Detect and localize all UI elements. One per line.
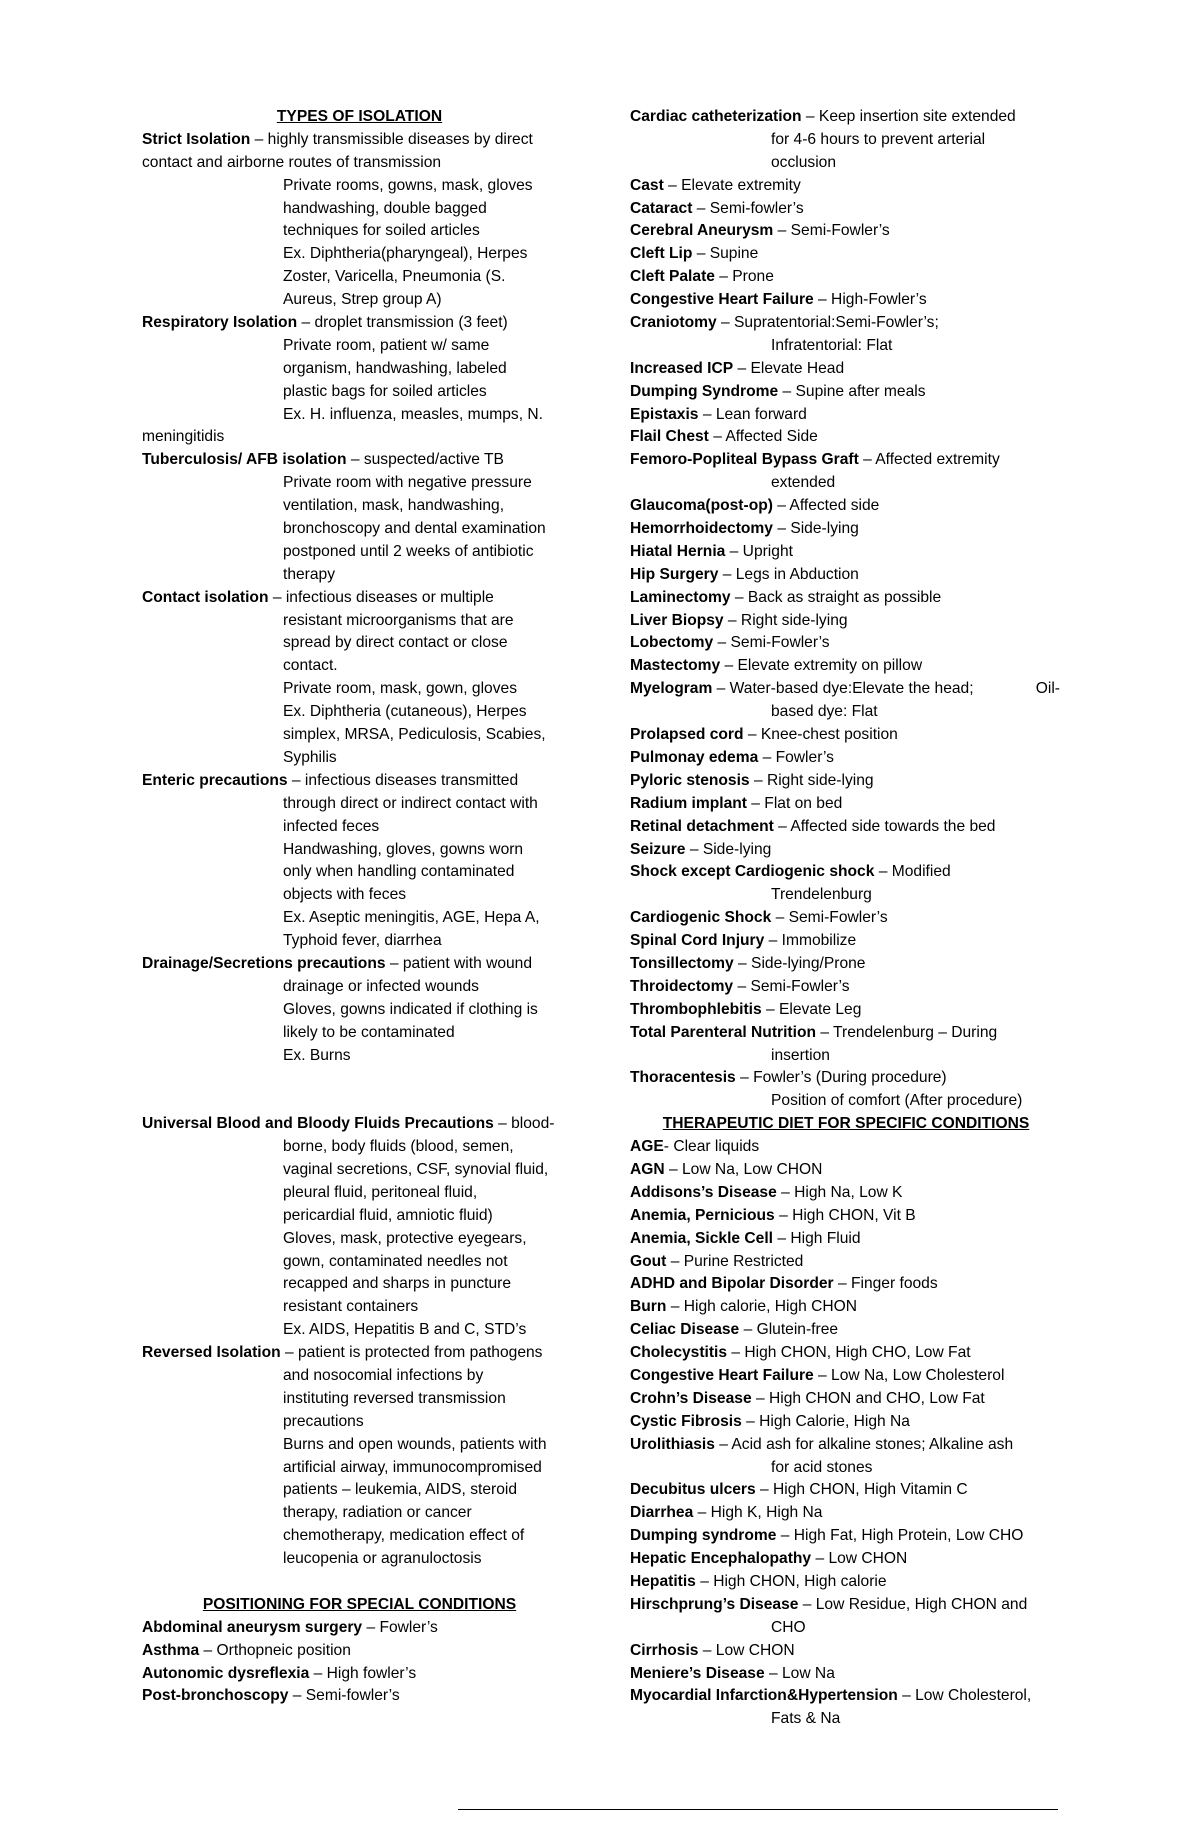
- entry-term: Cirrhosis: [630, 1641, 699, 1659]
- entry-term: Thoracentesis: [630, 1069, 736, 1087]
- entry-text: – Water-based dye:Elevate the head;: [712, 680, 974, 698]
- entry-text: – Affected extremity: [858, 451, 1000, 469]
- entry-line: [630, 1022, 1062, 1045]
- entry-term: Cystic Fibrosis: [630, 1412, 742, 1430]
- entry-text: – High CHON, High calorie: [695, 1573, 887, 1590]
- left-column: [142, 106, 577, 1708]
- entry-term: Increased ICP: [630, 359, 734, 377]
- entry-term: Hemorrhoidectomy: [630, 520, 773, 538]
- indented-line: Infratentorial: Flat: [771, 336, 893, 354]
- indented-line: Ex. Diphtheria(pharyngeal), Herpes: [283, 245, 528, 263]
- entry-term: Lobectomy: [630, 634, 714, 652]
- entry-line: [630, 930, 1062, 953]
- entry-text: – Affected side towards the bed: [773, 817, 996, 835]
- entry-line: [630, 106, 1062, 129]
- blank-line: [142, 1090, 577, 1113]
- entry-line: [630, 655, 1062, 678]
- indented-line: plastic bags for soiled articles: [283, 382, 487, 400]
- entry-term: Total Parenteral Nutrition: [630, 1023, 816, 1041]
- entry-term: Reversed Isolation: [142, 1344, 281, 1362]
- entry-text: – Supine after meals: [778, 382, 926, 400]
- entry-line: [630, 1136, 1062, 1159]
- entry-term: Autonomic dysreflexia: [142, 1664, 310, 1682]
- indented-line: recapped and sharps in puncture: [283, 1275, 511, 1293]
- entry-term: Congestive Heart Failure: [630, 291, 814, 309]
- indented-line: extended: [771, 474, 836, 492]
- entry-line: [142, 953, 577, 976]
- entry-text: – patient with wound: [385, 954, 533, 972]
- entry-term: Cerebral Aneurysm: [630, 222, 774, 240]
- entry-term: Shock except Cardiogenic shock: [630, 863, 875, 881]
- entry-line: [630, 1182, 1062, 1205]
- entry-text: – patient is protected from pathogens: [280, 1344, 543, 1362]
- entry-line: [142, 1663, 577, 1686]
- entry-text: – Affected Side: [708, 428, 818, 446]
- entry-line: [630, 907, 1062, 930]
- entry-line: [630, 1205, 1062, 1228]
- entry-line: [630, 1159, 1062, 1182]
- entry-line: [630, 816, 1062, 839]
- entry-term: Meniere’s Disease: [630, 1664, 765, 1682]
- entry-line: [630, 1525, 1062, 1548]
- entry-term: Myelogram: [630, 680, 713, 698]
- indented-line: Ex. Diphtheria (cutaneous), Herpes: [283, 703, 527, 721]
- entry-term: Abdominal aneurysm surgery: [142, 1618, 363, 1636]
- entry-text: – Glutein-free: [739, 1321, 839, 1339]
- entry-line: [630, 1273, 1062, 1296]
- entry-line: [630, 1434, 1062, 1457]
- indented-line: leucopenia or agranuloctosis: [283, 1550, 482, 1568]
- entry-term: Tonsillectomy: [630, 954, 734, 972]
- entry-text: – blood-: [493, 1115, 555, 1133]
- indented-line: organism, handwashing, labeled: [283, 359, 507, 377]
- blank-line: [142, 1571, 577, 1594]
- indented-line: based dye: Flat: [771, 703, 878, 721]
- indented-line: Ex. Burns: [283, 1046, 351, 1064]
- indented-line: simplex, MRSA, Pediculosis, Scabies,: [283, 726, 546, 744]
- entry-line: [630, 839, 1062, 862]
- entry-text: – Elevate extremity: [663, 176, 801, 194]
- entry-line: [630, 404, 1062, 427]
- entry-term: Myocardial Infarction&Hypertension: [630, 1687, 898, 1705]
- entry-line: [630, 747, 1062, 770]
- entry-line: [630, 358, 1062, 381]
- entry-line: [630, 1388, 1062, 1411]
- entry-text: – droplet transmission (3 feet): [297, 314, 508, 332]
- indented-line: postponed until 2 weeks of antibiotic: [283, 542, 534, 560]
- entry-term: Urolithiasis: [630, 1435, 715, 1453]
- entry-text: – Side-lying: [772, 520, 859, 538]
- entry-term: Mastectomy: [630, 657, 721, 675]
- indented-line: borne, body fluids (blood, semen,: [283, 1138, 514, 1156]
- indented-line: Syphilis: [283, 748, 337, 766]
- entry-line: [142, 1617, 577, 1640]
- entry-text: – Semi-fowler’s: [288, 1687, 400, 1705]
- entry-text: – Modified: [874, 863, 951, 881]
- indented-line: Gloves, gowns indicated if clothing is: [283, 1000, 538, 1018]
- entry-line: [142, 587, 577, 610]
- text-line: contact and airborne routes of transmission: [142, 153, 442, 171]
- entry-line: [630, 381, 1062, 404]
- entry-line: [630, 220, 1062, 243]
- indented-line: gown, contaminated needles not: [283, 1252, 508, 1270]
- entry-line: [630, 1365, 1062, 1388]
- entry-text: – Fowler’s: [362, 1618, 438, 1636]
- entry-text: – infectious diseases transmitted: [287, 771, 519, 789]
- indented-line: bronchoscopy and dental examination: [283, 520, 546, 538]
- indented-line: and nosocomial infections by: [283, 1366, 484, 1384]
- indented-line: spread by direct contact or close: [283, 634, 508, 652]
- entry-text: – Low CHON: [811, 1550, 908, 1568]
- indented-line: contact.: [283, 657, 338, 675]
- entry-line: [630, 770, 1062, 793]
- entry-text: – Fowler’s (During procedure): [735, 1069, 947, 1087]
- entry-line: [630, 1251, 1062, 1274]
- entry-line: [630, 1594, 1062, 1617]
- footer-rule: [458, 1809, 1058, 1810]
- entry-term: AGE: [630, 1138, 664, 1156]
- section-heading: THERAPEUTIC DIET FOR SPECIFIC CONDITIONS: [662, 1115, 1030, 1133]
- entry-term: Craniotomy: [630, 314, 717, 332]
- entry-term: Flail Chest: [630, 428, 709, 446]
- entry-term: Seizure: [630, 840, 686, 858]
- entry-line: [630, 1663, 1062, 1686]
- entry-text: – Supine: [692, 245, 759, 263]
- entry-term: Thrombophlebitis: [630, 1000, 762, 1018]
- indented-line: Private room, patient w/ same: [283, 336, 490, 354]
- indented-line: insertion: [771, 1046, 830, 1064]
- indented-line: Typhoid fever, diarrhea: [283, 932, 442, 950]
- entry-term: Cast: [630, 176, 664, 194]
- entry-line: [630, 1571, 1062, 1594]
- entry-line: [630, 793, 1062, 816]
- indented-line: Aureus, Strep group A): [283, 291, 442, 309]
- section-heading: TYPES OF ISOLATION: [276, 108, 443, 125]
- indented-line: Private room with negative pressure: [283, 474, 532, 492]
- entry-line: [142, 1342, 577, 1365]
- entry-term: Post-bronchoscopy: [142, 1687, 289, 1705]
- entry-text: – Right side-lying: [723, 611, 848, 629]
- entry-term: Anemia, Sickle Cell: [630, 1229, 774, 1247]
- indented-line: for 4-6 hours to prevent arterial: [771, 130, 986, 148]
- entry-text: – Acid ash for alkaline stones; Alkaline ash: [714, 1435, 1014, 1453]
- indented-line: Ex. AIDS, Hepatitis B and C, STD’s: [283, 1321, 527, 1339]
- entry-term: Liver Biopsy: [630, 611, 724, 629]
- entry-line: [630, 1296, 1062, 1319]
- entry-text: – Back as straight as possible: [730, 588, 942, 606]
- entry-term: Enteric precautions: [142, 771, 288, 789]
- entry-term: Congestive Heart Failure: [630, 1366, 814, 1384]
- entry-line: [630, 518, 1062, 541]
- indented-line: Ex. H. influenza, measles, mumps, N.: [283, 405, 543, 423]
- entry-text: – Flat on bed: [746, 794, 843, 812]
- entry-term: Hirschprung’s Disease: [630, 1595, 799, 1613]
- entry-line: [630, 289, 1062, 312]
- entry-text: – Prone: [714, 268, 774, 286]
- entry-line: [630, 175, 1062, 198]
- entry-term: Dumping Syndrome: [630, 382, 779, 400]
- entry-text: – Semi-Fowler’s: [773, 222, 890, 240]
- entry-line: [630, 266, 1062, 289]
- entry-line: [630, 312, 1062, 335]
- entry-text: – Fowler’s: [758, 748, 834, 766]
- entry-term: Tuberculosis/ AFB isolation: [142, 451, 347, 469]
- indented-line: instituting reversed transmission: [283, 1389, 506, 1407]
- entry-text: – High K, High Na: [693, 1504, 823, 1522]
- entry-term: Gout: [630, 1252, 667, 1270]
- entry-term: Hepatic Encephalopathy: [630, 1550, 812, 1568]
- entry-text: – Elevate Leg: [761, 1000, 862, 1018]
- entry-term: ADHD and Bipolar Disorder: [630, 1275, 834, 1293]
- entry-text: – Side-lying: [685, 840, 772, 858]
- entry-term: Pyloric stenosis: [630, 771, 750, 789]
- entry-term: Cardiogenic Shock: [630, 909, 772, 927]
- entry-text: – Legs in Abduction: [718, 565, 859, 583]
- indented-line: Position of comfort (After procedure): [771, 1092, 1023, 1110]
- entry-term: Diarrhea: [630, 1504, 694, 1522]
- entry-text: – Keep insertion site extended: [801, 108, 1016, 125]
- indented-line: Fats & Na: [771, 1710, 841, 1728]
- entry-line: [630, 1411, 1062, 1434]
- entry-line: [630, 861, 1062, 884]
- entry-text: – High CHON, High CHO, Low Fat: [727, 1344, 971, 1362]
- indented-line: infected feces: [283, 817, 380, 835]
- entry-line: [630, 1228, 1062, 1251]
- entry-text: – Elevate extremity on pillow: [720, 657, 923, 675]
- entry-text: – Low Cholesterol,: [897, 1687, 1032, 1705]
- entry-line: [142, 770, 577, 793]
- indented-line: precautions: [283, 1412, 364, 1430]
- entry-line: [630, 999, 1062, 1022]
- entry-text: – suspected/active TB: [346, 451, 504, 469]
- entry-line: [142, 312, 577, 335]
- entry-line: [630, 610, 1062, 633]
- blank-line: [142, 1067, 577, 1090]
- entry-text: – Semi-Fowler’s: [733, 977, 850, 995]
- entry-text: – Low CHON: [698, 1641, 795, 1659]
- entry-line: [630, 1502, 1062, 1525]
- entry-text: – High fowler’s: [309, 1664, 417, 1682]
- entry-text: – High CHON, High Vitamin C: [755, 1481, 968, 1499]
- entry-text: – Immobilize: [764, 932, 857, 950]
- entry-main: [630, 678, 974, 701]
- entry-text: – High CHON, Vit B: [774, 1206, 916, 1224]
- entry-term: Epistaxis: [630, 405, 699, 423]
- indented-line: therapy, radiation or cancer: [283, 1504, 472, 1522]
- indented-line: CHO: [771, 1618, 806, 1636]
- entry-text: – Low Na: [764, 1664, 835, 1682]
- entry-line: [142, 1113, 577, 1136]
- indented-line: techniques for soiled articles: [283, 222, 480, 240]
- indented-line: Ex. Aseptic meningitis, AGE, Hepa A,: [283, 909, 540, 927]
- entry-line: [630, 564, 1062, 587]
- entry-text: – Semi-Fowler’s: [713, 634, 830, 652]
- entry-term: Strict Isolation: [142, 130, 251, 148]
- entry-text: – infectious diseases or multiple: [268, 588, 494, 606]
- entry-term: Drainage/Secretions precautions: [142, 954, 386, 972]
- indented-line: vaginal secretions, CSF, synovial fluid,: [283, 1160, 549, 1178]
- entry-term: Radium implant: [630, 794, 747, 812]
- indented-line: resistant containers: [283, 1298, 419, 1316]
- indented-line: pericardial fluid, amniotic fluid): [283, 1206, 493, 1224]
- entry-term: Prolapsed cord: [630, 726, 744, 744]
- entry-text: - Clear liquids: [663, 1138, 760, 1156]
- entry-text: – Right side-lying: [749, 771, 874, 789]
- entry-text: – Supratentorial:Semi-Fowler’s;: [716, 314, 939, 332]
- indented-line: pleural fluid, peritoneal fluid,: [283, 1183, 478, 1201]
- entry-line: [630, 1640, 1062, 1663]
- entry-term: Cholecystitis: [630, 1344, 728, 1362]
- indented-line: Trendelenburg: [771, 886, 872, 904]
- entry-line: [630, 495, 1062, 518]
- entry-line: [630, 243, 1062, 266]
- entry-term: Crohn’s Disease: [630, 1389, 752, 1407]
- entry-term: Addisons’s Disease: [630, 1183, 777, 1201]
- indented-line: patients – leukemia, AIDS, steroid: [283, 1481, 518, 1499]
- entry-text: – Semi-fowler’s: [692, 199, 804, 217]
- entry-tail: Oil-: [1035, 680, 1060, 698]
- indented-line: Zoster, Varicella, Pneumonia (S.: [283, 268, 506, 286]
- entry-term: Contact isolation: [142, 588, 269, 606]
- entry-text: – High Fluid: [773, 1229, 861, 1247]
- entry-line: [630, 198, 1062, 221]
- entry-term: Hip Surgery: [630, 565, 719, 583]
- indented-line: therapy: [283, 565, 336, 583]
- entry-text: – Knee-chest position: [743, 726, 898, 744]
- entry-term: Retinal detachment: [630, 817, 774, 835]
- entry-line: [142, 1685, 577, 1708]
- indented-line: handwashing, double bagged: [283, 199, 487, 217]
- entry-text: – highly transmissible diseases by direct: [250, 130, 533, 148]
- entry-term: Celiac Disease: [630, 1321, 740, 1339]
- entry-line: [630, 1685, 1062, 1708]
- entry-text: – High Fat, High Protein, Low CHO: [776, 1527, 1024, 1545]
- entry-text: – Purine Restricted: [666, 1252, 804, 1270]
- right-column: [630, 106, 1062, 1731]
- entry-term: Decubitus ulcers: [630, 1481, 756, 1499]
- entry-term: Universal Blood and Bloody Fluids Precautions: [142, 1115, 494, 1133]
- entry-line: [142, 1640, 577, 1663]
- entry-text: – Low Residue, High CHON and: [798, 1595, 1028, 1613]
- text-line: meningitidis: [142, 428, 225, 446]
- entry-text: – Side-lying/Prone: [733, 954, 866, 972]
- entry-term: Throidectomy: [630, 977, 734, 995]
- indented-line: Gloves, mask, protective eyegears,: [283, 1229, 527, 1247]
- indented-line: likely to be contaminated: [283, 1023, 455, 1041]
- entry-text: – Semi-Fowler’s: [771, 909, 888, 927]
- entry-line: [142, 449, 577, 472]
- indented-line: drainage or infected wounds: [283, 977, 479, 995]
- entry-line: [630, 541, 1062, 564]
- entry-line: [630, 1342, 1062, 1365]
- entry-line: [630, 587, 1062, 610]
- entry-term: Cataract: [630, 199, 693, 217]
- section-heading: POSITIONING FOR SPECIAL CONDITIONS: [202, 1595, 517, 1613]
- entry-line: [142, 129, 577, 152]
- indented-line: ventilation, mask, handwashing,: [283, 497, 505, 515]
- entry-text: – Finger foods: [833, 1275, 938, 1293]
- indented-line: Private rooms, gowns, mask, gloves: [283, 176, 533, 194]
- entry-line: [630, 724, 1062, 747]
- entry-text: – Trendelenburg – During: [816, 1023, 998, 1041]
- indented-line: Burns and open wounds, patients with: [283, 1435, 547, 1453]
- entry-text: – Upright: [725, 542, 793, 560]
- indented-line: through direct or indirect contact with: [283, 794, 538, 812]
- indented-line: chemotherapy, medication effect of: [283, 1527, 525, 1545]
- entry-line: [630, 976, 1062, 999]
- entry-term: Asthma: [142, 1641, 200, 1659]
- indented-line: occlusion: [771, 153, 837, 171]
- entry-text: – Orthopneic position: [199, 1641, 351, 1659]
- indented-line: Private room, mask, gown, gloves: [283, 680, 517, 698]
- entry-line: [630, 678, 1060, 701]
- entry-term: Glaucoma(post-op): [630, 497, 773, 515]
- entry-term: Spinal Cord Injury: [630, 932, 765, 950]
- entry-term: Laminectomy: [630, 588, 731, 606]
- entry-term: Anemia, Pernicious: [630, 1206, 775, 1224]
- indented-line: resistant microorganisms that are: [283, 611, 514, 629]
- entry-text: – High CHON and CHO, Low Fat: [751, 1389, 985, 1407]
- entry-line: [630, 953, 1062, 976]
- entry-text: – Lean forward: [698, 405, 807, 423]
- entry-line: [630, 1548, 1062, 1571]
- entry-line: [630, 1067, 1062, 1090]
- entry-text: – Elevate Head: [733, 359, 845, 377]
- entry-term: Cardiac catheterization: [630, 108, 802, 125]
- entry-term: Dumping syndrome: [630, 1527, 777, 1545]
- entry-line: [630, 449, 1062, 472]
- indented-line: for acid stones: [771, 1458, 873, 1476]
- entry-text: – Low Na, Low CHON: [664, 1160, 823, 1178]
- entry-text: – Low Na, Low Cholesterol: [813, 1366, 1005, 1384]
- entry-term: Femoro-Popliteal Bypass Graft: [630, 451, 859, 469]
- entry-text: – Affected side: [772, 497, 880, 515]
- entry-line: [630, 1319, 1062, 1342]
- entry-term: AGN: [630, 1160, 665, 1178]
- entry-term: Hiatal Hernia: [630, 542, 726, 560]
- entry-term: Cleft Lip: [630, 245, 693, 263]
- indented-line: only when handling contaminated: [283, 863, 515, 881]
- indented-line: Handwashing, gloves, gowns worn: [283, 840, 524, 858]
- indented-line: artificial airway, immunocompromised: [283, 1458, 542, 1476]
- entry-text: – High Na, Low K: [776, 1183, 903, 1201]
- entry-term: Burn: [630, 1298, 667, 1316]
- entry-line: [630, 426, 1062, 449]
- entry-text: – High calorie, High CHON: [666, 1298, 858, 1316]
- entry-line: [630, 632, 1062, 655]
- entry-term: Respiratory Isolation: [142, 314, 298, 332]
- entry-line: [630, 1479, 1062, 1502]
- entry-text: – High Calorie, High Na: [741, 1412, 910, 1430]
- entry-term: Hepatitis: [630, 1573, 696, 1590]
- indented-line: objects with feces: [283, 886, 407, 904]
- entry-text: – High-Fowler’s: [813, 291, 927, 309]
- entry-term: Pulmonay edema: [630, 748, 759, 766]
- entry-term: Cleft Palate: [630, 268, 715, 286]
